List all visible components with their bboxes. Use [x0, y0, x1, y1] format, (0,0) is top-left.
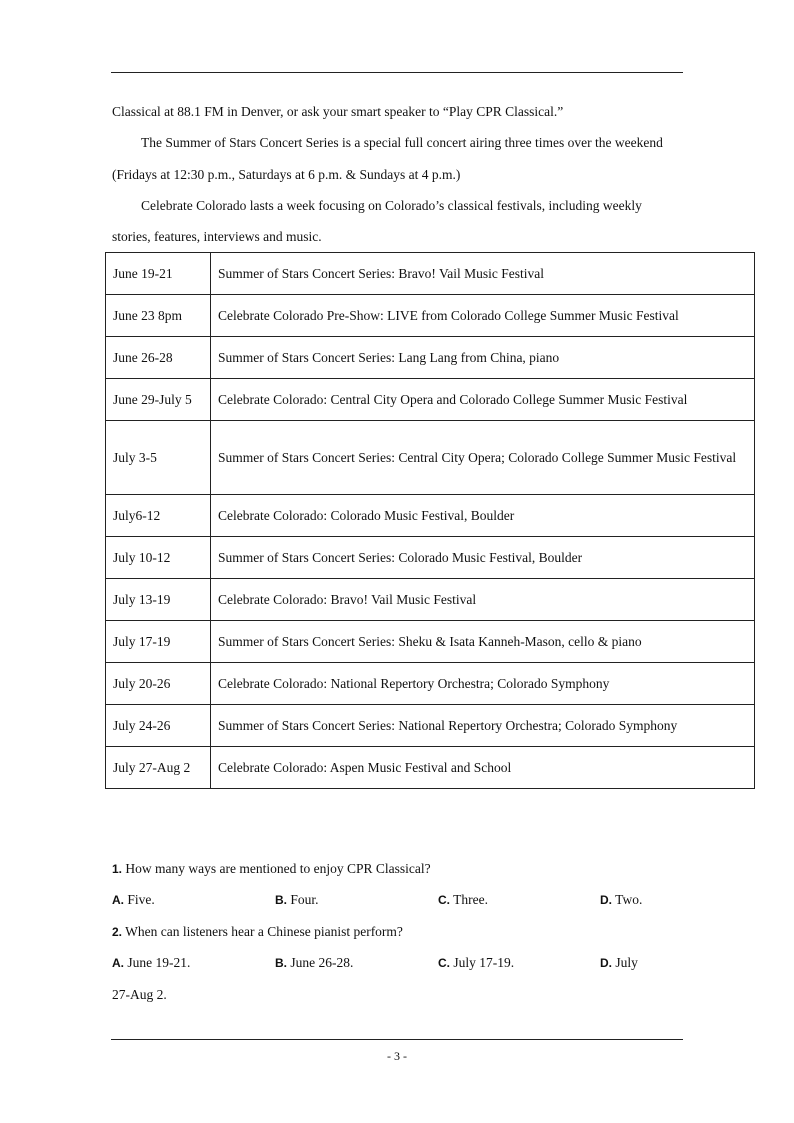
date-cell: June 29-July 5: [106, 379, 211, 421]
date-cell: July 27-Aug 2: [106, 747, 211, 789]
option-c: [438, 892, 488, 908]
question-1: [112, 861, 431, 877]
option-letter: A.: [112, 893, 124, 907]
schedule-table: [105, 252, 755, 789]
table-row: [106, 337, 755, 379]
option-c: [438, 955, 514, 971]
option-text: Three.: [453, 892, 488, 907]
option-letter: C.: [438, 956, 450, 970]
intro-line-5: stories, features, interviews and music.: [112, 229, 322, 244]
table-row: [106, 663, 755, 705]
option-a: [112, 892, 155, 908]
intro-line-3: (Fridays at 12:30 p.m., Saturdays at 6 p.m. & Sundays at 4 p.m.): [112, 167, 461, 182]
option-d: [600, 955, 638, 971]
event-cell: Summer of Stars Concert Series: National Repertory Orchestra; Colorado Symphony: [211, 705, 755, 747]
table-row: [106, 621, 755, 663]
date-cell: June 23 8pm: [106, 295, 211, 337]
table-row: [106, 747, 755, 789]
option-text: June 26-28.: [290, 955, 354, 970]
option-letter: B.: [275, 956, 287, 970]
table-row: [106, 379, 755, 421]
event-cell: Summer of Stars Concert Series: Sheku & Isata Kanneh-Mason, cello & piano: [211, 621, 755, 663]
option-text: Five.: [127, 892, 155, 907]
date-cell: July6-12: [106, 495, 211, 537]
date-cell: June 19-21: [106, 253, 211, 295]
option-text: July: [615, 955, 638, 970]
option-text: July 17-19.: [453, 955, 515, 970]
option-text: Two.: [615, 892, 643, 907]
event-cell: Summer of Stars Concert Series: Lang Lang from China, piano: [211, 337, 755, 379]
date-cell: June 26-28: [106, 337, 211, 379]
date-cell: July 13-19: [106, 579, 211, 621]
table-row: [106, 253, 755, 295]
page-number: - 3 -: [387, 1049, 407, 1063]
date-cell: July 20-26: [106, 663, 211, 705]
event-cell: Celebrate Colorado: National Repertory Orchestra; Colorado Symphony: [211, 663, 755, 705]
question-text: When can listeners hear a Chinese pianist perform?: [125, 924, 403, 939]
table-row: [106, 579, 755, 621]
footer-rule: [111, 1039, 683, 1040]
date-cell: July 17-19: [106, 621, 211, 663]
option-letter: C.: [438, 893, 450, 907]
option-letter: B.: [275, 893, 287, 907]
option-b: [275, 892, 319, 908]
event-cell: Celebrate Colorado: Aspen Music Festival and School: [211, 747, 755, 789]
event-cell: Celebrate Colorado: Bravo! Vail Music Festival: [211, 579, 755, 621]
event-cell: Summer of Stars Concert Series: Bravo! Vail Music Festival: [211, 253, 755, 295]
date-cell: July 10-12: [106, 537, 211, 579]
table-row: [106, 295, 755, 337]
table-row: [106, 421, 755, 495]
question-text: How many ways are mentioned to enjoy CPR Classical?: [125, 861, 431, 876]
date-cell: July 3-5: [106, 421, 211, 495]
option-text: June 19-21.: [127, 955, 191, 970]
option-d: [600, 892, 642, 908]
date-cell: July 24-26: [106, 705, 211, 747]
option-letter: D.: [600, 893, 612, 907]
option-letter: A.: [112, 956, 124, 970]
option-letter: D.: [600, 956, 612, 970]
event-cell: Celebrate Colorado: Central City Opera and Colorado College Summer Music Festival: [211, 379, 755, 421]
table-row: [106, 537, 755, 579]
question-number: 2.: [112, 925, 123, 939]
intro-line-2: The Summer of Stars Concert Series is a special full concert airing three times over the weekend: [141, 135, 663, 150]
option-a: [112, 955, 190, 971]
intro-line-1: Classical at 88.1 FM in Denver, or ask your smart speaker to “Play CPR Classical.”: [112, 104, 564, 119]
event-cell: Summer of Stars Concert Series: Colorado Music Festival, Boulder: [211, 537, 755, 579]
header-rule: [111, 72, 683, 73]
option-b: [275, 955, 353, 971]
table-row: [106, 705, 755, 747]
intro-line-4: Celebrate Colorado lasts a week focusing on Colorado’s classical festivals, including weekly: [141, 198, 642, 213]
event-cell: Celebrate Colorado Pre-Show: LIVE from Colorado College Summer Music Festival: [211, 295, 755, 337]
table-row: [106, 495, 755, 537]
event-cell: Celebrate Colorado: Colorado Music Festival, Boulder: [211, 495, 755, 537]
option-text: Four.: [290, 892, 319, 907]
event-cell: Summer of Stars Concert Series: Central City Opera; Colorado College Summer Music Festival: [211, 421, 755, 495]
question-2: [112, 924, 403, 940]
option-d-continuation: 27-Aug 2.: [112, 987, 167, 1002]
question-number: 1.: [112, 862, 123, 876]
